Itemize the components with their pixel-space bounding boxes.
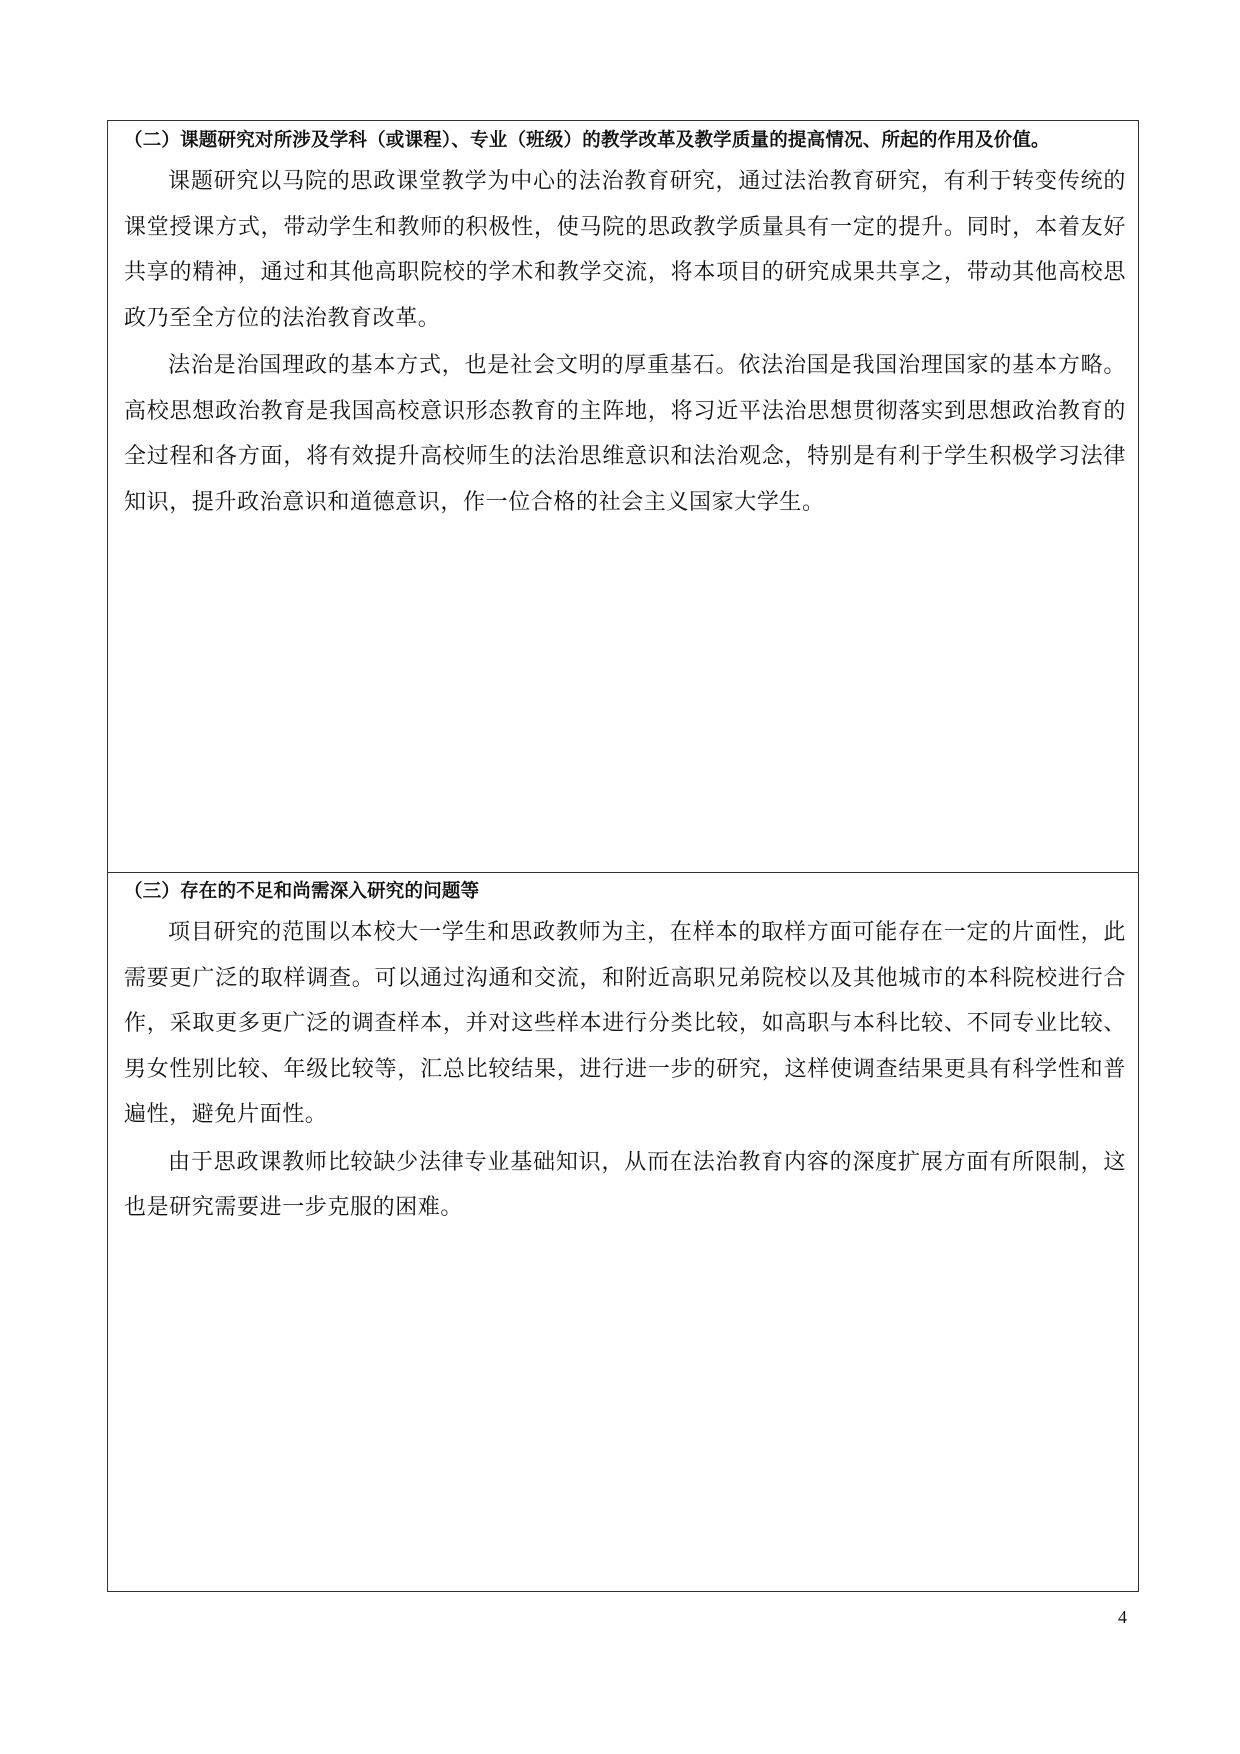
section-teaching-reform [108, 121, 1138, 873]
paragraph: 课题研究以马院的思政课堂教学为中心的法治教育研究，通过法治教育研究，有利于转变传统的课堂授课方式，带动学生和教师的积极性，使马院的思政教学质量具有一定的提升。同时，本着友好共享的精神，通过和其他高职院校的学术和教学交流，将本项目的研究成果共享之，带动其他高校思政乃至全方位的法治教育改革。 [124, 169, 1126, 331]
paragraph: 由于思政课教师比较缺少法律专业基础知识，从而在法治教育内容的深度扩展方面有所限制，这也是研究需要进一步克服的困难。 [124, 1149, 1126, 1220]
report-table [107, 120, 1139, 1592]
paragraph: 项目研究的范围以本校大一学生和思政教师为主，在样本的取样方面可能存在一定的片面性，此需要更广泛的取样调查。可以通过沟通和交流，和附近高职兄弟院校以及其他城市的本科院校进行合作，采取更多更广泛的调查样本，并对这些样本进行分类比较，如高职与本科比较、不同专业比较、男女性别比较、年级比较等，汇总比较结果，进行进一步的研究，这样使调查结果更具有科学性和普遍性，避免片面性。 [124, 920, 1126, 1127]
paragraph: 法治是治国理政的基本方式，也是社会文明的厚重基石。依法治国是我国治理国家的基本方略。高校思想政治教育是我国高校意识形态教育的主阵地，将习近平法治思想贯彻落实到思想政治教育的全过程和各方面，将有效提升高校师生的法治思维意识和法治观念，特别是有利于学生积极学习法律知识，提升政治意识和道德意识，作一位合格的社会主义国家大学生。 [124, 353, 1126, 515]
section-heading: （二）课题研究对所涉及学科（或课程）、专业（班级）的教学改革及教学质量的提高情况、所起的作用及价值。 [124, 130, 1050, 151]
section-shortcomings [108, 873, 1138, 1591]
section-heading: （三）存在的不足和尚需深入研究的问题等 [124, 881, 480, 902]
page-number: 4 [1118, 1607, 1127, 1627]
